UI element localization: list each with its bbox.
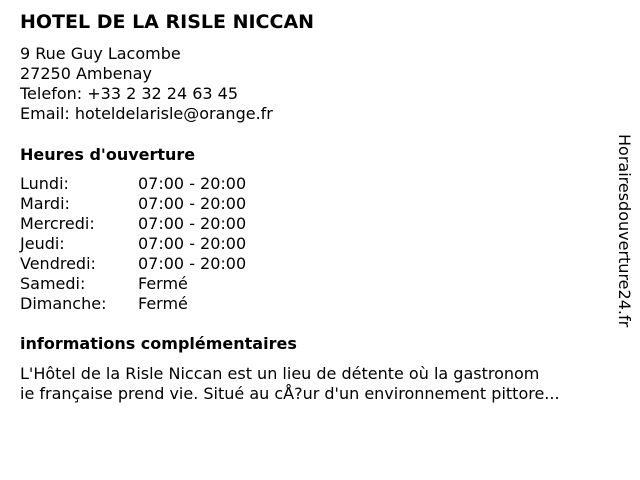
day-label: Mardi: [20, 194, 70, 213]
email-address: Email: hoteldelarisle@orange.fr [20, 104, 273, 123]
additional-info-heading: informations complémentaires [20, 334, 297, 353]
watermark-text: Horairesdouverture24.fr [615, 134, 634, 328]
watermark [612, 134, 634, 344]
opening-hours-heading: Heures d'ouverture [20, 145, 196, 164]
day-label: Mercredi: [20, 214, 95, 233]
day-label: Samedi: [20, 274, 86, 293]
day-hours: Fermé [138, 294, 188, 313]
day-label: Vendredi: [20, 254, 96, 273]
day-label: Dimanche: [20, 294, 107, 313]
day-hours: Fermé [138, 274, 188, 293]
info-line: ie française prend vie. Situé au cÅ?ur d'un environnement pittore... [20, 384, 560, 403]
additional-info-text [20, 364, 560, 404]
phone-number: Telefon: +33 2 32 24 63 45 [20, 84, 239, 103]
day-hours: 07:00 - 20:00 [138, 254, 247, 273]
day-hours: 07:00 - 20:00 [138, 234, 247, 253]
day-label: Lundi: [20, 174, 69, 193]
street-address: 9 Rue Guy Lacombe [20, 44, 181, 63]
city-postcode: 27250 Ambenay [20, 64, 152, 83]
day-label: Jeudi: [20, 234, 65, 253]
info-line: L'Hôtel de la Risle Niccan est un lieu de détente où la gastronom [20, 364, 540, 383]
day-hours: 07:00 - 20:00 [138, 214, 247, 233]
day-hours: 07:00 - 20:00 [138, 174, 247, 193]
hotel-name: HOTEL DE LA RISLE NICCAN [20, 11, 315, 33]
day-hours: 07:00 - 20:00 [138, 194, 247, 213]
address-block [20, 44, 273, 124]
